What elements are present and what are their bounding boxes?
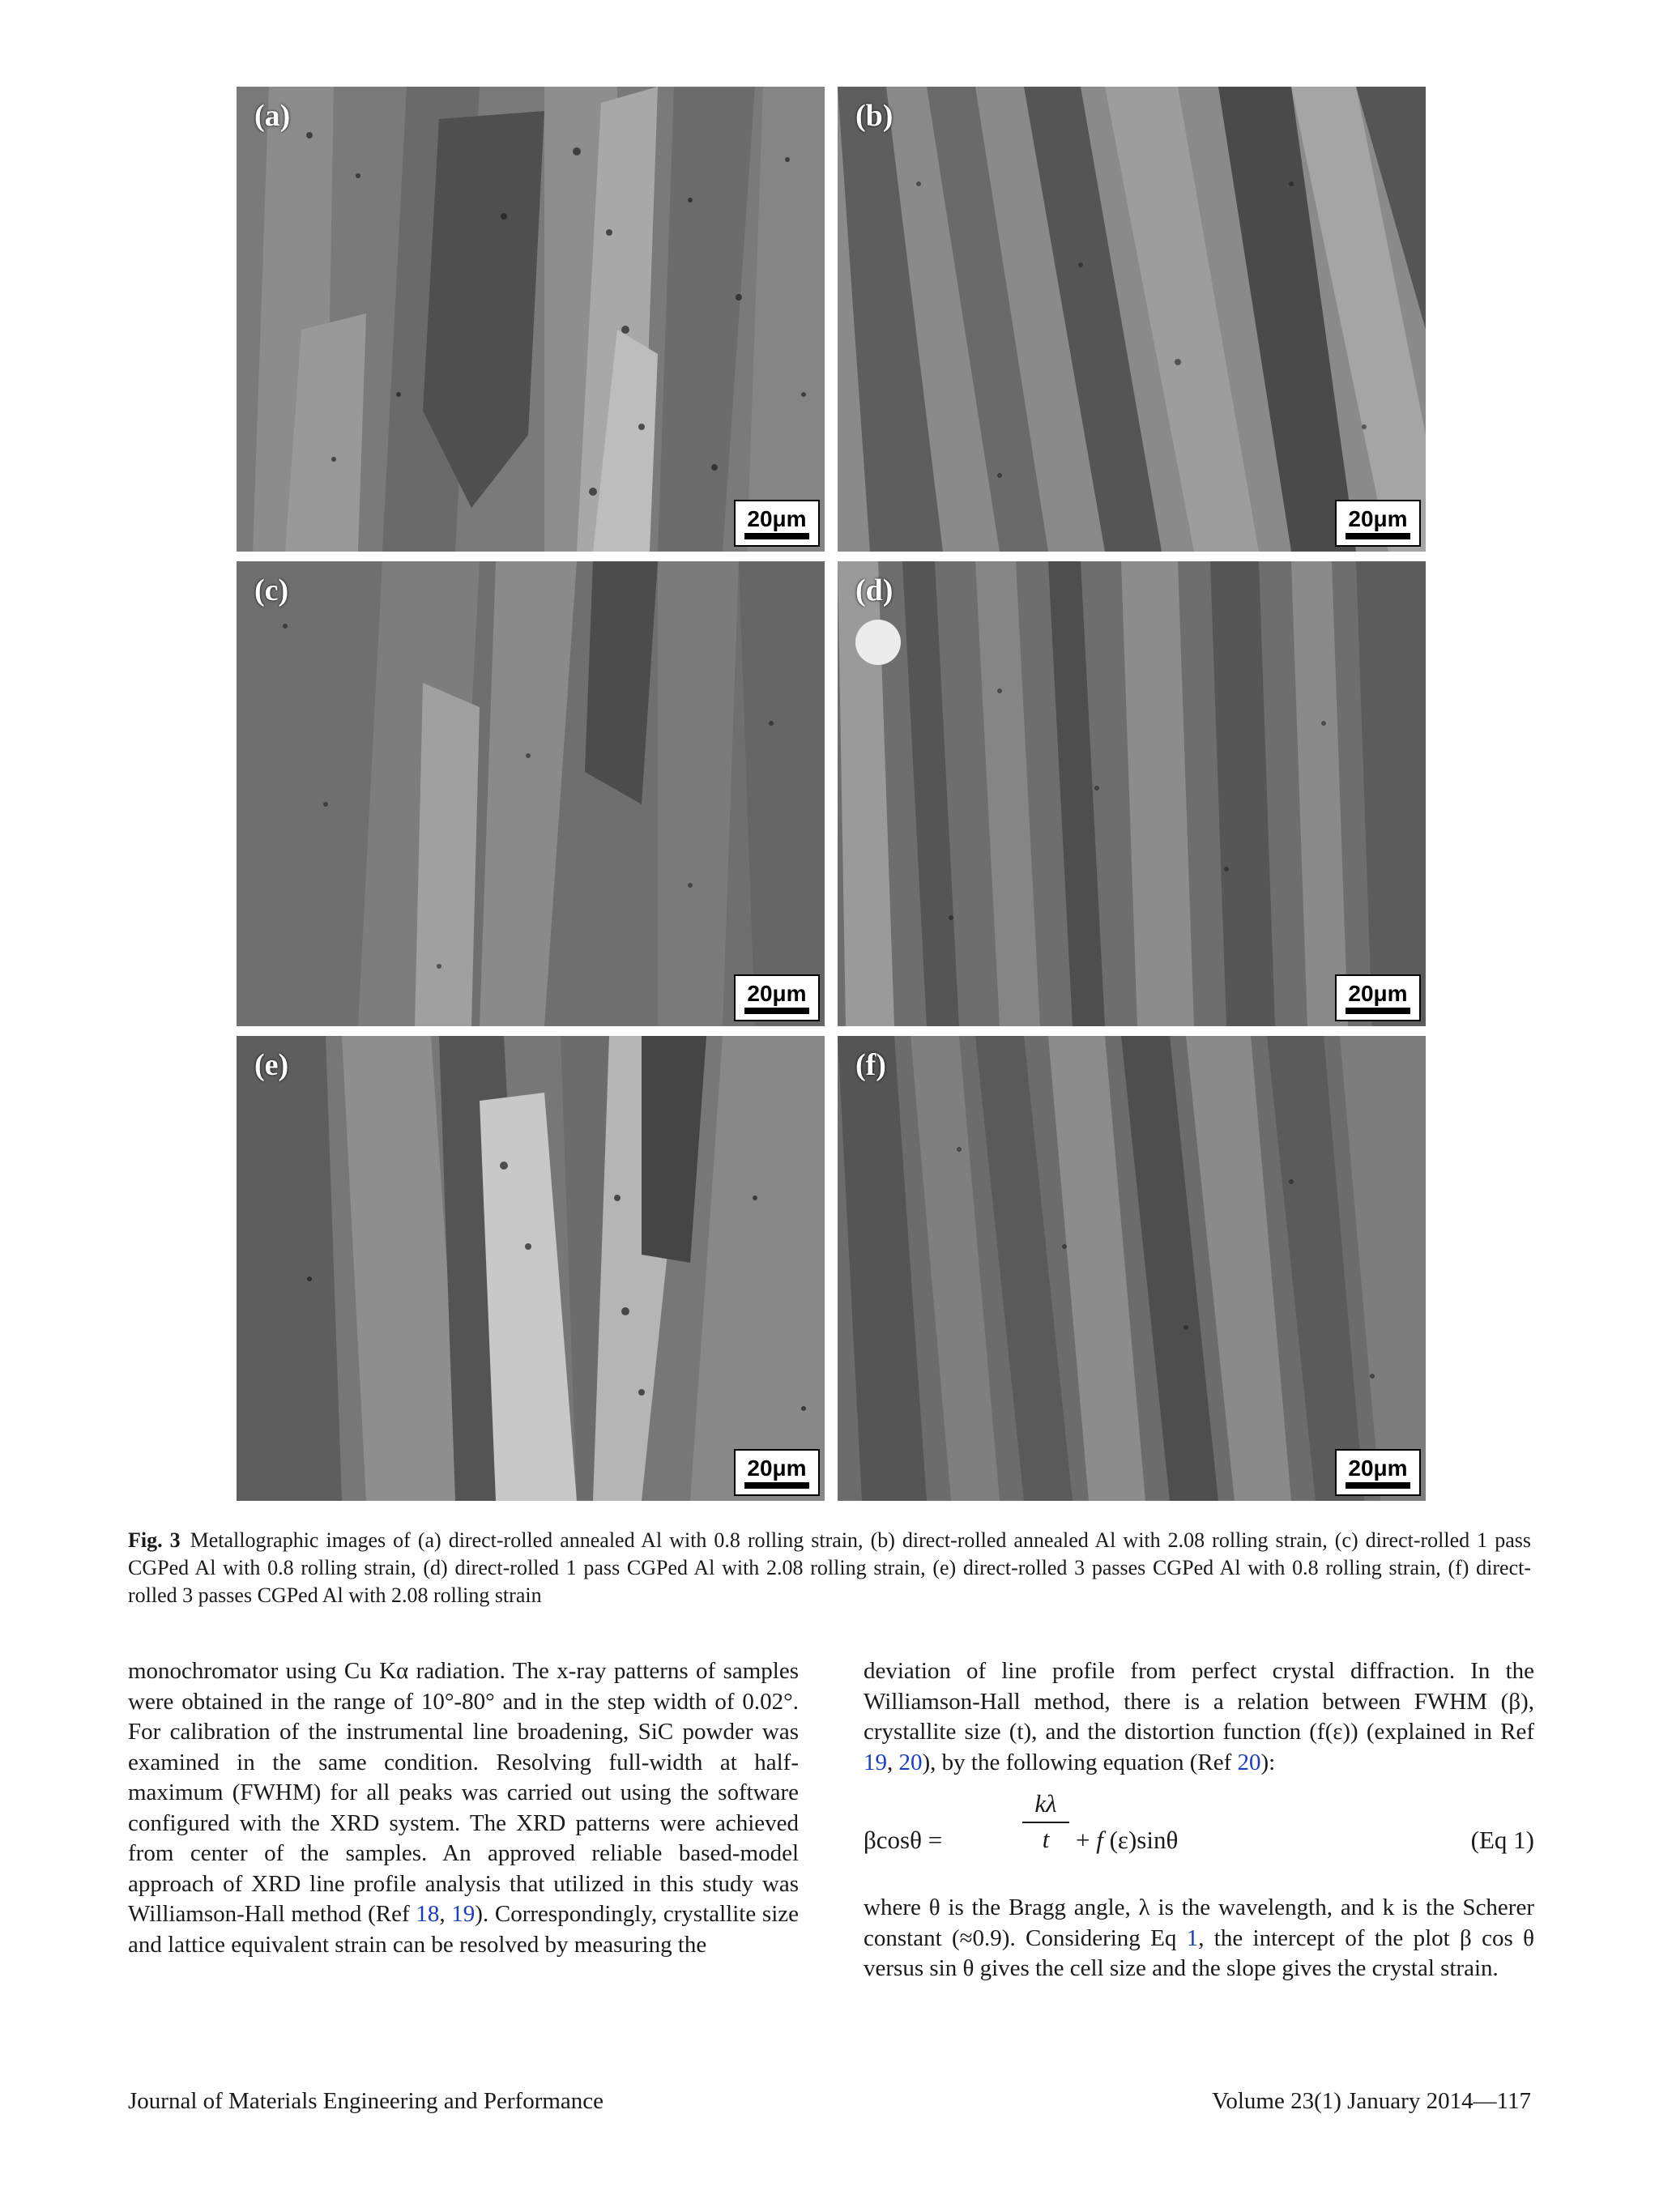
reference-link[interactable]: 19 xyxy=(451,1901,476,1927)
text-run: , xyxy=(439,1901,452,1927)
micrograph-image xyxy=(838,1036,1426,1501)
micrograph-image xyxy=(838,561,1426,1026)
panel-label: (c) xyxy=(254,573,289,607)
volume-page: Volume 23(1) January 2014—117 xyxy=(1212,2088,1531,2114)
text-run: , the intercept of the plot β cos θ versus sin θ gives the cell size and the slope gives the crystal strain. xyxy=(864,1924,1534,1981)
reference-link[interactable]: 18 xyxy=(416,1901,440,1927)
reference-link[interactable]: 1 xyxy=(1186,1924,1199,1951)
text-run: ): xyxy=(1260,1749,1276,1775)
figure-caption xyxy=(128,1527,1531,1609)
micrograph-panel-f xyxy=(838,1036,1426,1501)
reference-link[interactable]: 19 xyxy=(864,1749,887,1775)
text-run: monochromator using Cu Kα radiation. The x-ray patterns of samples were obtained in the range of 10°-80° and in the step width of 0.02°. For calibration of the instrumental line broadening, SiC powder was examined in the same condition. Resolving full-width at half-maximum (FWHM) for all peaks was carried out using the software configured with the XRD system. The XRD patterns were achieved from center of the samples. An approved reliable based-model approach of XRD line profile analysis that utilized in this study was Williamson-Hall method (Ref xyxy=(128,1658,799,1927)
panel-label: (a) xyxy=(254,99,291,133)
scale-bar xyxy=(744,1008,809,1014)
scale-bar-label: 20μm xyxy=(1348,505,1408,531)
plus-sign: + xyxy=(1076,1826,1097,1854)
scale-bar-box xyxy=(1335,974,1421,1021)
micrograph-panel-c xyxy=(237,561,825,1026)
micrograph-panel-b xyxy=(838,87,1426,552)
figure-3 xyxy=(237,87,1426,1501)
panel-label: (b) xyxy=(855,99,893,133)
scale-bar-box xyxy=(734,974,820,1021)
scale-bar-box xyxy=(734,500,820,547)
paragraph xyxy=(864,1893,1534,1984)
scale-bar xyxy=(1346,1008,1410,1014)
equation-fraction xyxy=(1022,1788,1069,1856)
text-run: ), by the following equation (Ref xyxy=(922,1749,1238,1775)
equation-lhs: βcosθ = xyxy=(864,1826,943,1854)
journal-name: Journal of Materials Engineering and Performance xyxy=(128,2088,604,2114)
paragraph xyxy=(128,1656,799,1960)
scale-bar xyxy=(744,533,809,539)
panel-label: (d) xyxy=(855,573,893,607)
micrograph-panel-a xyxy=(237,87,825,552)
scale-bar xyxy=(744,1482,809,1489)
micrograph-image xyxy=(838,87,1426,552)
figure-label: Fig. 3 xyxy=(128,1528,181,1552)
panel-label: (e) xyxy=(254,1048,289,1082)
text-run: ). Correspondingly, crystallite size and lattice equivalent strain can be resolved by measuring the xyxy=(128,1901,800,1958)
scale-bar xyxy=(1346,533,1410,539)
text-run: where θ is the Bragg angle, λ is the wavelength, and k is the Scherer constant (≈0.9). Considering Eq xyxy=(864,1894,1534,1951)
panel-label: (f) xyxy=(855,1048,886,1082)
equation-1 xyxy=(864,1786,1534,1888)
scale-bar-box xyxy=(1335,1449,1421,1496)
page-footer xyxy=(128,2088,1531,2115)
right-column xyxy=(864,1656,1534,1984)
equation-rhs xyxy=(1076,1825,1178,1856)
scale-bar-label: 20μm xyxy=(1348,980,1408,1006)
scale-bar-box xyxy=(1335,500,1421,547)
scale-bar xyxy=(1346,1482,1410,1489)
micrograph-image xyxy=(237,87,825,552)
scale-bar-label: 20μm xyxy=(1348,1455,1408,1481)
reference-link[interactable]: 20 xyxy=(898,1749,923,1775)
equation-number: (Eq 1) xyxy=(1470,1826,1534,1854)
micrograph-image xyxy=(237,1036,825,1501)
fraction-numerator: kλ xyxy=(1022,1788,1069,1823)
paragraph xyxy=(864,1656,1534,1778)
scale-bar-label: 20μm xyxy=(747,1455,807,1481)
scale-bar-label: 20μm xyxy=(747,980,807,1006)
text-run: , xyxy=(887,1749,899,1775)
fraction-denominator: t xyxy=(1042,1825,1050,1853)
micrograph-image xyxy=(237,561,825,1026)
reference-link[interactable]: 20 xyxy=(1237,1749,1261,1775)
scale-bar-label: 20μm xyxy=(747,505,807,531)
left-column xyxy=(128,1656,799,1960)
scale-bar-box xyxy=(734,1449,820,1496)
rhs-rest: (ε)sinθ xyxy=(1102,1826,1179,1854)
micrograph-panel-e xyxy=(237,1036,825,1501)
caption-text: Metallographic images of (a) direct-rolled annealed Al with 0.8 rolling strain, (b) direct-rolled annealed Al with 2.08 rolling strain, (c) direct-rolled 1 pass CGPed Al with 0.8 rolling strain, (d) direct-rolled 1 pass CGPed Al with 2.08 rolling strain, (e) direct-rolled 3 passes CGPed Al with 0.8 rolling strain, (f) direct-rolled 3 passes CGPed Al with 2.08 rolling strain xyxy=(128,1528,1531,1607)
function-symbol: f xyxy=(1096,1826,1103,1854)
text-run: deviation of line profile from perfect crystal diffraction. In the Williamson-Hall method, there is a relation between FWHM (β), crystallite size (t), and the distortion function (f(ε)) (explained in Ref xyxy=(864,1658,1534,1745)
micrograph-panel-d xyxy=(838,561,1426,1026)
